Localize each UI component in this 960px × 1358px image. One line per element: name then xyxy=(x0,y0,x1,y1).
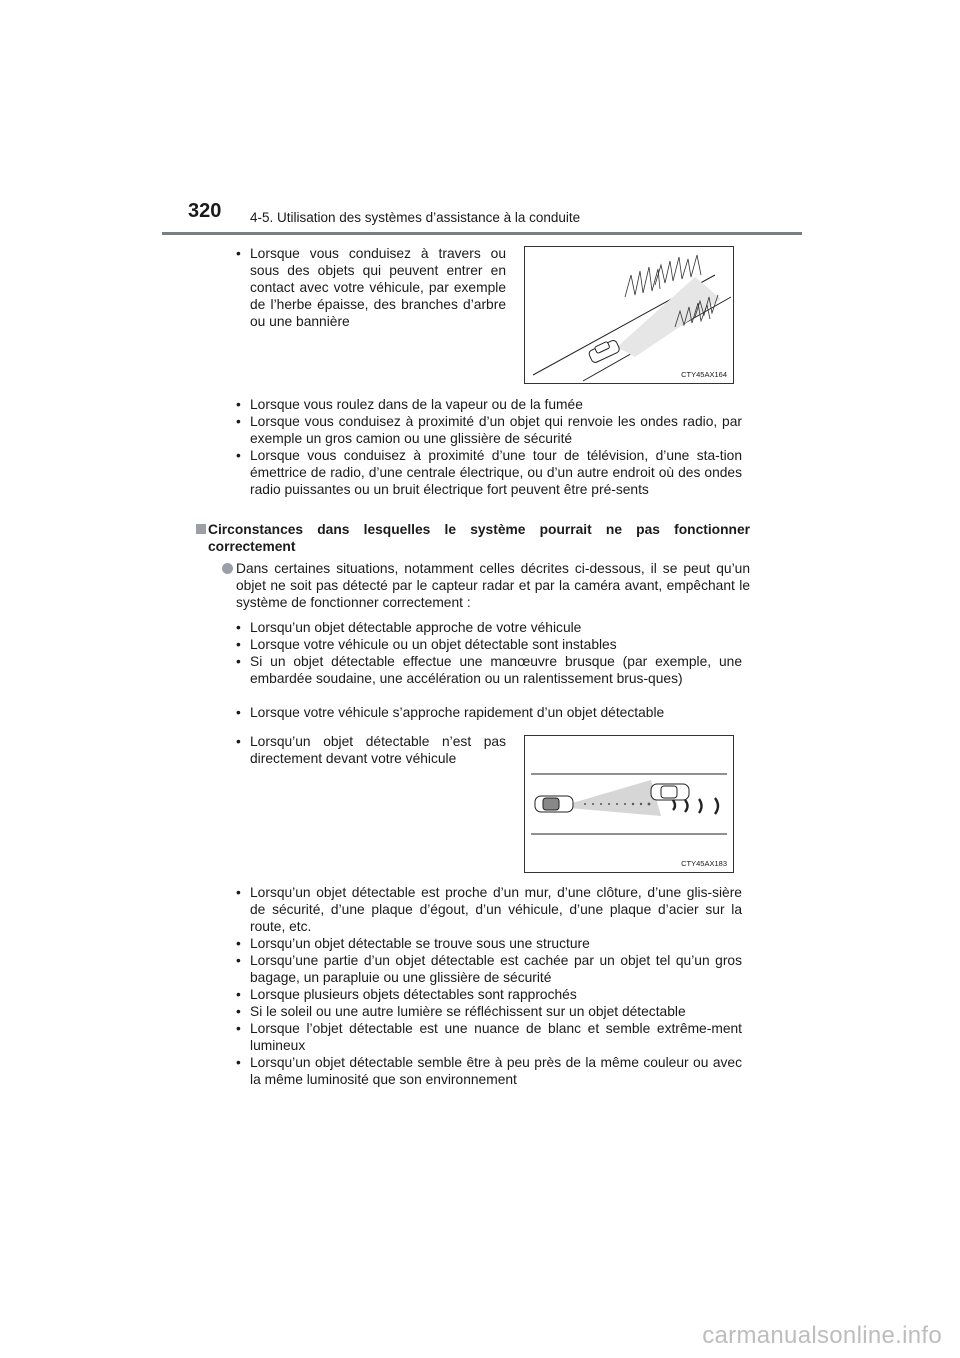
figure-vegetation xyxy=(524,246,734,384)
list-item: • Lorsque vous conduisez à proximité d’un objet qui renvoie les ondes radio, par exemple un gros camion ou une glissière de sécurité xyxy=(236,414,742,446)
bullet: • xyxy=(236,448,241,463)
list-item: • Lorsqu’un objet détectable est proche d’un mur, d’une clôture, d’une glis-sière de sécurité, d’une plaque d’égout, d’un véhicule, d’une plaque d’acier sur la route, etc. xyxy=(236,885,742,934)
bullet: • xyxy=(236,620,241,635)
list-item: • Lorsqu’un objet détectable n’est pas directement devant votre véhicule xyxy=(236,734,506,766)
bullet: • xyxy=(236,936,241,951)
bullet: • xyxy=(236,414,241,429)
figure-offset-vehicle xyxy=(524,735,734,873)
list-item: • Lorsqu’un objet détectable semble être à peu près de la même couleur ou avec la même luminosité que son environnement xyxy=(236,1055,742,1087)
bullet: • xyxy=(236,953,241,968)
bullet: • xyxy=(236,1021,241,1036)
list-item: • Si le soleil ou une autre lumière se réfléchissent sur un objet détectable xyxy=(236,1004,686,1019)
bullet: • xyxy=(236,637,241,652)
list-item: • Lorsque plusieurs objets détectables sont rapprochés xyxy=(236,987,577,1002)
list-item: • Lorsque vous conduisez à travers ou sous des objets qui peuvent entrer en contact avec votre véhicule, par exemple de l’herbe épaisse, des branches d’arbre ou une bannière xyxy=(236,246,506,329)
bullet: • xyxy=(236,654,241,669)
bullet: • xyxy=(236,734,241,749)
list-item: • Lorsque votre véhicule s’approche rapidement d’un objet détectable xyxy=(236,705,665,720)
bullet: • xyxy=(236,1055,241,1070)
figure-code: CTY45AX164 xyxy=(681,370,727,379)
list-item: • Lorsque vous conduisez à proximité d’une tour de télévision, d’une sta-tion émettrice de radio, d’une centrale électrique, ou d’un autre endroit où des ondes radio puissantes ou un bruit électrique fort peuvent être pré-sents xyxy=(236,448,742,497)
list-item: • Lorsque vous roulez dans de la vapeur ou de la fumée xyxy=(236,397,583,412)
page-number: 320 xyxy=(188,200,222,222)
section-marker xyxy=(196,524,206,534)
chapter-title: 4-5. Utilisation des systèmes d’assistance à la conduite xyxy=(250,210,581,225)
bullet: • xyxy=(236,1004,241,1019)
list-item: • Lorsque votre véhicule ou un objet détectable sont instables xyxy=(236,637,617,652)
header-rule xyxy=(162,232,802,235)
list-item: • Lorsqu’une partie d’un objet détectable est cachée par un objet tel qu’un gros bagage, un parapluie ou une glissière de sécurité xyxy=(236,953,742,985)
list-item: • Lorsqu’un objet détectable approche de votre véhicule xyxy=(236,620,582,635)
section-paragraph: Dans certaines situations, notamment celles décrites ci-dessous, il se peut qu’un objet ne soit pas détecté par le capteur radar et par la caméra avant, empêchant le système de fonctionner correctement : xyxy=(236,561,750,610)
list-item: • Si un objet détectable effectue une manœuvre brusque (par exemple, une embardée soudaine, une accélération ou un ralentissement brus-ques) xyxy=(236,654,742,686)
bullet: • xyxy=(236,705,241,720)
list-item: • Lorsqu’un objet détectable se trouve sous une structure xyxy=(236,936,590,951)
watermark: carmanualsonline.info xyxy=(702,1322,942,1349)
bullet: • xyxy=(236,397,241,412)
section-heading: Circonstances dans lesquelles le système pourrait ne pas fonctionner correctement xyxy=(208,522,750,554)
bullet: • xyxy=(236,246,241,261)
list-item: • Lorsque l’objet détectable est une nuance de blanc et semble extrême-ment lumineux xyxy=(236,1021,742,1053)
bullet: • xyxy=(236,885,241,900)
figure-code: CTY45AX183 xyxy=(681,859,727,868)
bullet: • xyxy=(236,987,241,1002)
paragraph-marker xyxy=(222,563,233,574)
